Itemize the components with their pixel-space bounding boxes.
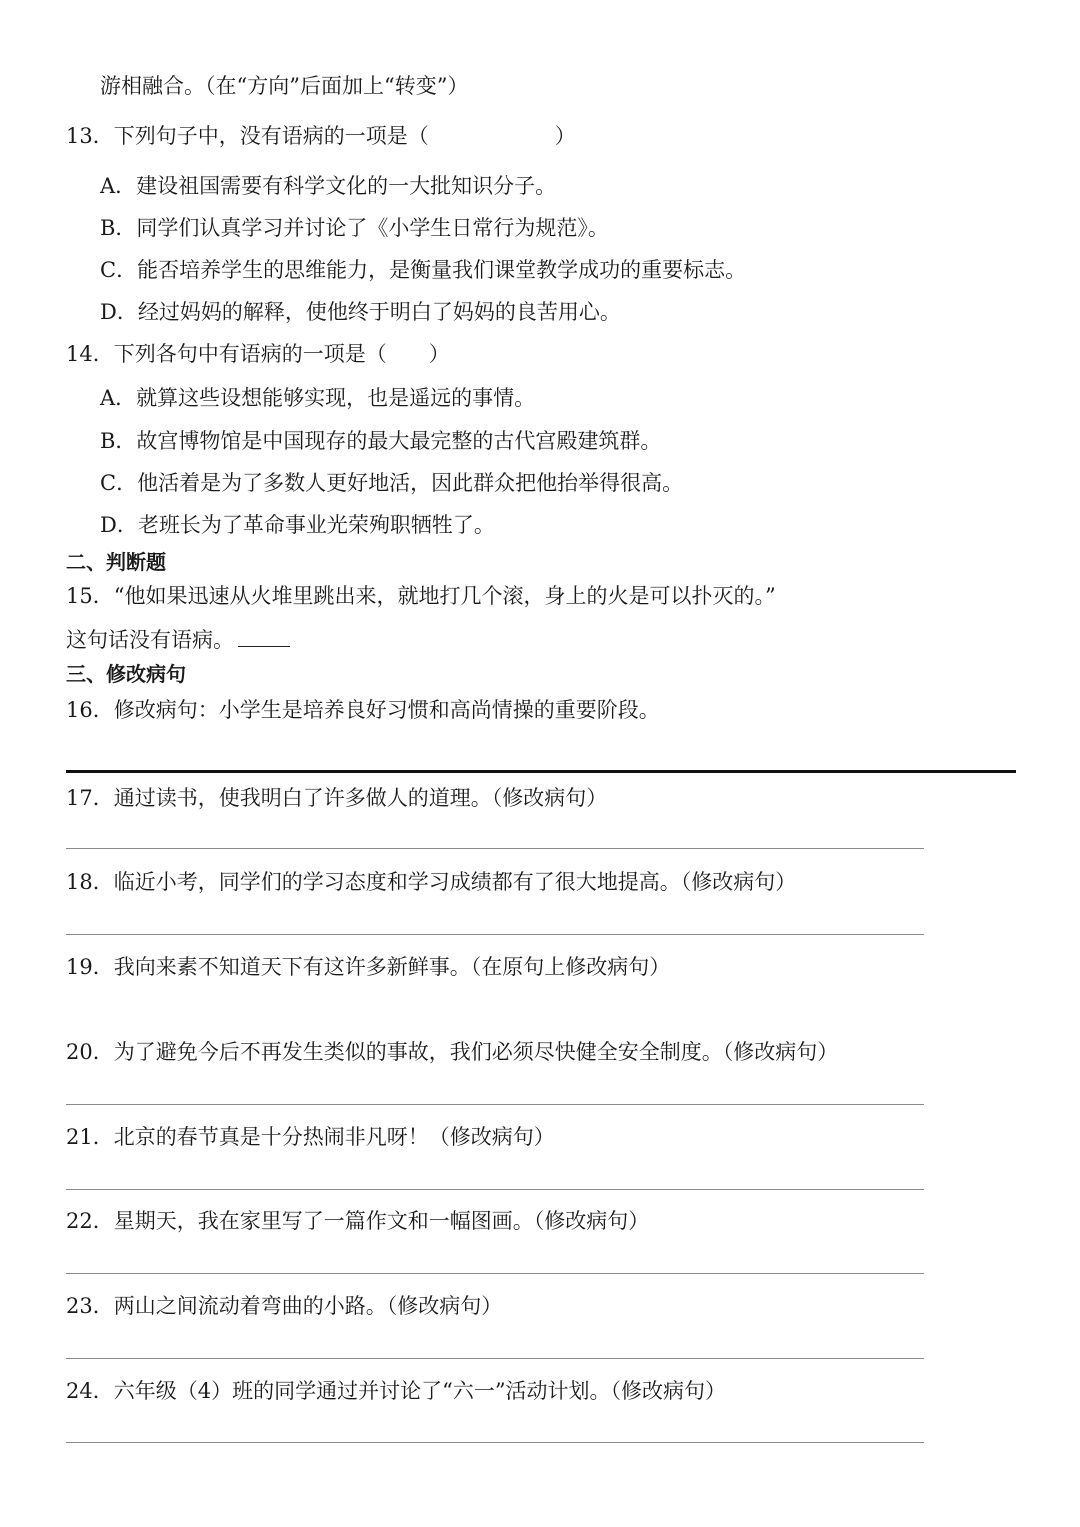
- question-14-option-d: D．老班长为了革命事业光荣殉职牺牲了。: [100, 513, 495, 537]
- section-heading-judgement: 二、判断题: [66, 550, 166, 574]
- question-15-judge-line: [66, 626, 290, 654]
- section-heading-revise: 三、修改病句: [66, 662, 186, 686]
- question-13-option-b: B．同学们认真学习并讨论了《小学生日常行为规范》。: [100, 216, 609, 240]
- question-14-option-a: A．就算这些设想能够实现，也是遥远的事情。: [100, 386, 536, 410]
- question-14-option-c: C．他活着是为了多数人更好地活，因此群众把他抬举得很高。: [100, 471, 684, 495]
- question-20-stem: 20．为了避免今后不再发生类似的事故，我们必须尽快健全安全制度。（修改病句）: [66, 1040, 839, 1064]
- answer-line-21[interactable]: [66, 1189, 924, 1190]
- question-16-stem: 16．修改病句：小学生是培养良好习惯和高尚情操的重要阶段。: [66, 698, 660, 722]
- question-22-stem: 22．星期天，我在家里写了一篇作文和一幅图画。（修改病句）: [66, 1209, 650, 1233]
- question-13-option-d: D．经过妈妈的解释，使他终于明白了妈妈的良苦用心。: [100, 300, 621, 324]
- question-15-stem: 15．“他如果迅速从火堆里跳出来，就地打几个滚，身上的火是可以扑灭的。”: [66, 584, 776, 608]
- answer-line-18[interactable]: [66, 934, 924, 935]
- question-15-judge-text: 这句话没有语病。: [66, 628, 234, 652]
- answer-blank[interactable]: [238, 628, 290, 647]
- answer-line-17[interactable]: [66, 848, 924, 849]
- answer-line-23[interactable]: [66, 1358, 924, 1359]
- question-13-stem: 13．下列句子中，没有语病的一项是（ ）: [66, 124, 576, 148]
- question-17-stem: 17．通过读书，使我明白了许多做人的道理。（修改病句）: [66, 786, 608, 810]
- answer-line-20[interactable]: [66, 1104, 924, 1105]
- question-19-stem: 19．我向来素不知道天下有这许多新鲜事。（在原句上修改病句）: [66, 955, 671, 979]
- question-13-option-c: C．能否培养学生的思维能力，是衡量我们课堂教学成功的重要标志。: [100, 258, 747, 282]
- question-13-option-a: A．建设祖国需要有科学文化的一大批知识分子。: [100, 174, 557, 198]
- answer-line-24[interactable]: [66, 1442, 924, 1443]
- question-24-stem: 24．六年级（4）班的同学通过并讨论了“六一”活动计划。（修改病句）: [66, 1379, 727, 1403]
- answer-line-16[interactable]: [66, 770, 1016, 773]
- question-21-stem: 21．北京的春节真是十分热闹非凡呀！（修改病句）: [66, 1125, 555, 1149]
- question-23-stem: 23．两山之间流动着弯曲的小路。（修改病句）: [66, 1294, 503, 1318]
- question-14-stem: 14．下列各句中有语病的一项是（ ）: [66, 342, 450, 366]
- question-14-option-b: B．故宫博物馆是中国现存的最大最完整的古代宫殿建筑群。: [100, 429, 662, 453]
- answer-line-22[interactable]: [66, 1273, 924, 1274]
- continuation-line: 游相融合。（在“方向”后面加上“转变”）: [100, 74, 469, 98]
- question-18-stem: 18．临近小考，同学们的学习态度和学习成绩都有了很大地提高。（修改病句）: [66, 870, 797, 894]
